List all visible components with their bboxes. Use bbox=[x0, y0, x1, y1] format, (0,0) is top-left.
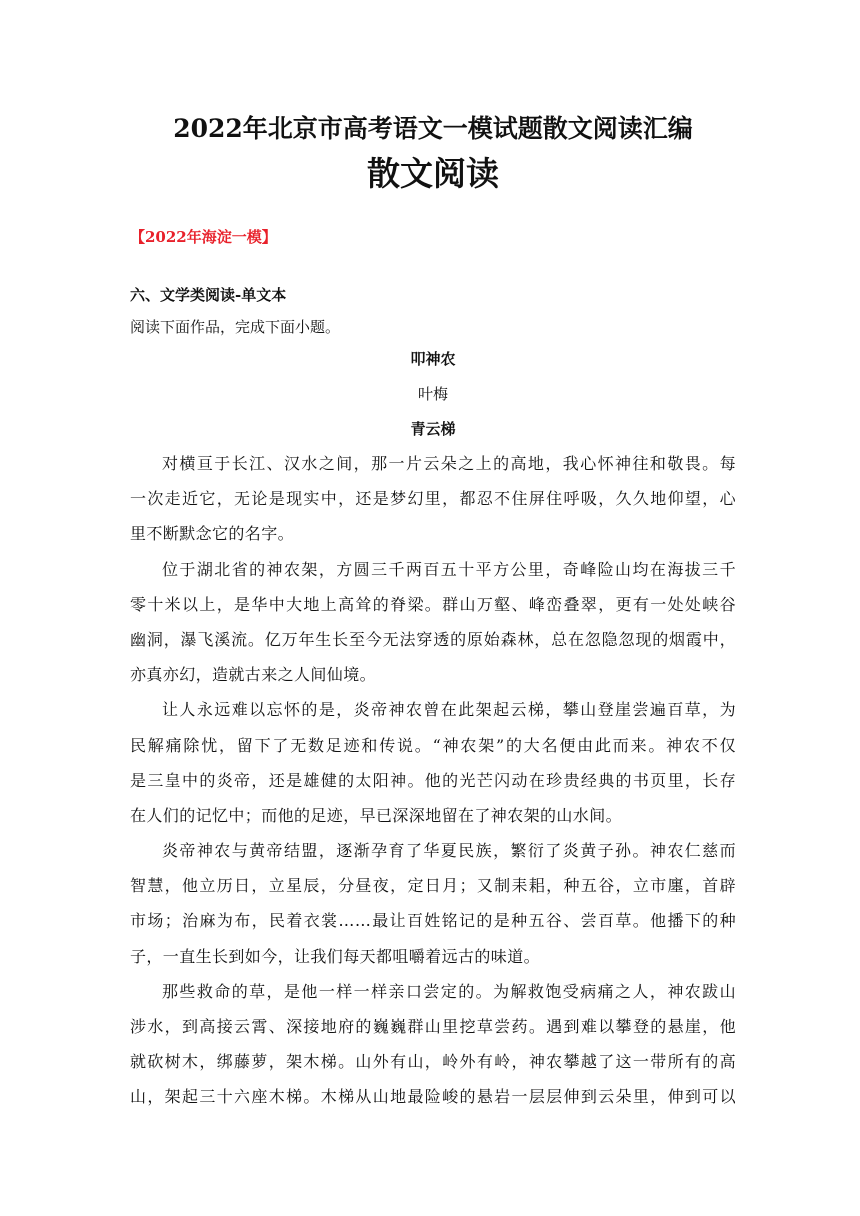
text-line: 山，架起三十六座木梯。木梯从山地最险峻的悬岩一层层伸到云朵里，伸到可以 bbox=[130, 1087, 736, 1107]
text-line: 智慧，他立历日，立星辰，分昼夜，定日月；又制耒耜，种五谷，立市廛，首辟 bbox=[130, 876, 736, 896]
article-author: 叶梅 bbox=[417, 385, 448, 403]
section-title: 青云梯 bbox=[410, 420, 456, 438]
paragraph-1 bbox=[130, 446, 736, 552]
text-line: 是三皇中的炎帝，还是雄健的太阳神。他的光芒闪动在珍贵经典的书页里，长存 bbox=[130, 770, 736, 790]
document-title: 2022年北京市高考语文一模试题散文阅读汇编 bbox=[173, 114, 693, 143]
paragraph-2 bbox=[130, 552, 736, 693]
text-line: 零十米以上，是华中大地上高耸的脊梁。群山万壑、峰峦叠翠，更有一处处峡谷 bbox=[130, 594, 736, 614]
text-line: 在人们的记忆中；而他的足迹，早已深深地留在了神农架的山水间。 bbox=[130, 805, 623, 825]
text-line: 位于湖北省的神农架，方圆三千两百五十平方公里，奇峰险山均在海拔三千 bbox=[162, 559, 736, 579]
section-heading: 六、文学类阅读-单文本 bbox=[130, 286, 287, 304]
text-line: 对横亘于长江、汉水之间，那一片云朵之上的高地，我心怀神往和敬畏。每 bbox=[162, 454, 736, 473]
text-line: 市场；治麻为布，民着衣裳……最让百姓铭记的是种五谷、尝百草。他播下的种 bbox=[130, 911, 736, 931]
document-subtitle: 散文阅读 bbox=[367, 154, 499, 193]
text-line: 那些救命的草，是他一样一样亲口尝定的。为解救饱受病痛之人，神农跋山 bbox=[162, 981, 736, 1001]
paragraph-4 bbox=[130, 833, 736, 974]
article-body bbox=[130, 446, 736, 1115]
instruction-text: 阅读下面作品，完成下面小题。 bbox=[130, 318, 341, 336]
text-line: 涉水，到高接云霄、深接地府的巍巍群山里挖草尝药。遇到难以攀登的悬崖，他 bbox=[130, 1017, 736, 1036]
paragraph-5 bbox=[130, 974, 736, 1115]
text-line: 民解痛除忧，留下了无数足迹和传说。“神农架”的大名便由此而来。神农不仅 bbox=[130, 735, 736, 755]
article-title: 叩神农 bbox=[410, 350, 456, 368]
source-tag: 【2022年海淀一模】 bbox=[130, 228, 277, 246]
text-line: 里不断默念它的名字。 bbox=[130, 524, 295, 544]
text-line: 亦真亦幻，造就古来之人间仙境。 bbox=[130, 665, 377, 685]
text-line: 让人永远难以忘怀的是，炎帝神农曾在此架起云梯，攀山登崖尝遍百草，为 bbox=[162, 700, 736, 720]
text-line: 就砍树木，绑藤萝，架木梯。山外有山，岭外有岭，神农攀越了这一带所有的高 bbox=[130, 1052, 736, 1072]
text-line: 炎帝神农与黄帝结盟，逐渐孕育了华夏民族，繁衍了炎黄子孙。神农仁慈而 bbox=[162, 841, 736, 861]
paragraph-3 bbox=[130, 692, 736, 833]
text-line: 一次走近它，无论是现实中，还是梦幻里，都忍不住屏住呼吸，久久地仰望，心 bbox=[130, 489, 736, 509]
text-line: 幽洞，瀑飞溪流。亿万年生长至今无法穿透的原始森林，总在忽隐忽现的烟霞中， bbox=[130, 629, 736, 649]
text-line: 子，一直生长到如今，让我们每天都咀嚼着远古的味道。 bbox=[130, 946, 541, 966]
